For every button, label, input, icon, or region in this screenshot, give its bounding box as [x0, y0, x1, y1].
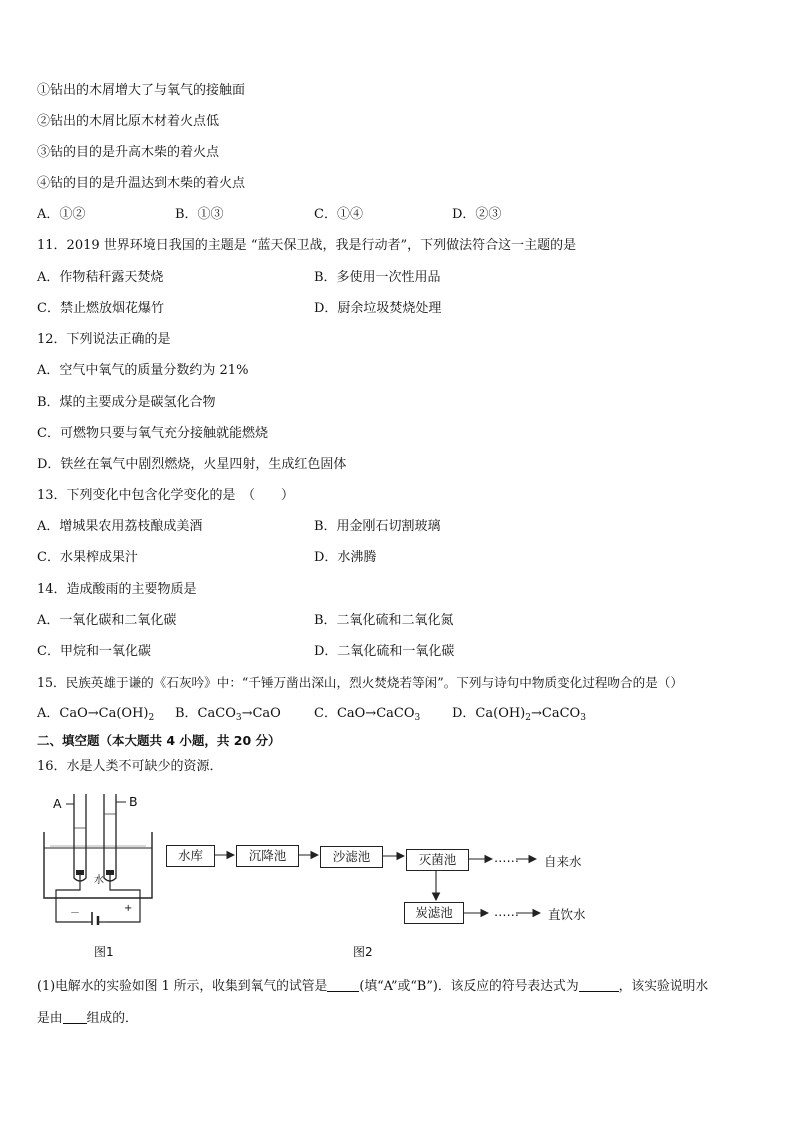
q15-option-a: A．$CaO\to Ca(OH)_2$ [37, 706, 155, 723]
q10-option-c: C．①④ [314, 207, 363, 222]
q12-option-a: A．空气中氧气的质量分数约为 21% [37, 363, 249, 378]
dots-to-tap-water: …… [494, 850, 519, 865]
q12-option-b: B．煤的主要成分是碳氢化合物 [37, 395, 216, 410]
tube-a-label: A [53, 796, 62, 811]
reservoir-box: 水库 [166, 845, 215, 867]
q10-statement-1: ①钻出的木屑增大了与氧气的接触面 [37, 83, 246, 98]
q11-option-c: C．禁止燃放烟花爆竹 [37, 301, 164, 316]
q13-option-b: B．用金刚石切割玻璃 [314, 519, 441, 534]
q12-option-c: C．可燃物只要与氧气充分接触就能燃烧 [37, 426, 268, 441]
q16-part1-line1: (1)电解水的实验如图 1 所示，收集到氧气的试管是 (填“A”或“B”)．该反应的符号表达式为 ，该实验说明水 [37, 979, 709, 994]
q15-option-c: C．CaO→CaCO$_3$ [314, 706, 421, 723]
figure-1-caption: 图1 [94, 945, 114, 959]
q11-option-a: A．作物秸秆露天焚烧 [37, 270, 164, 285]
q15-option-b: B．CaCO$_3$→CaO [175, 706, 281, 723]
q13-stem: 13．下列变化中包含化学变化的是 （ ） [37, 488, 295, 503]
q13-option-a: A．增城果农用荔枝酿成美酒 [37, 519, 203, 534]
q14-option-d: D．二氧化硫和一氧化碳 [314, 644, 455, 659]
q12-stem: 12．下列说法正确的是 [37, 332, 171, 347]
q14-option-a: A．一氧化碳和二氧化碳 [37, 613, 177, 628]
sand-filter-box: 沙滤池 [320, 846, 383, 868]
answer-blank-tube[interactable] [327, 978, 359, 992]
water-label: 水 [94, 875, 104, 886]
figure-2-caption: 图2 [353, 945, 373, 959]
negative-terminal-label: － [70, 908, 80, 919]
q10-option-a: A．①② [37, 207, 86, 222]
sterilization-tank-box: 灭菌池 [406, 849, 469, 871]
q16-part1-line2: 是由 组成的． [37, 1011, 138, 1026]
q15-option-d: D．$Ca(OH)_2\to CaCO_3$ [452, 706, 586, 723]
settling-tank-box: 沉降池 [236, 845, 299, 867]
q14-option-b: B．二氧化硫和二氧化氮 [314, 613, 454, 628]
q11-option-d: D．厨余垃圾焚烧处理 [314, 301, 442, 316]
q10-statement-3: ③钻的目的是升高木柴的着火点 [37, 145, 220, 160]
q10-statement-2: ②钻出的木屑比原木材着火点低 [37, 114, 220, 129]
answer-blank-equation[interactable] [579, 978, 619, 992]
q14-option-c: C．甲烷和一氧化碳 [37, 644, 151, 659]
q14-stem: 14．造成酸雨的主要物质是 [37, 582, 197, 597]
q10-statement-4: ④钻的目的是升温达到木柴的着火点 [37, 176, 246, 191]
carbon-filter-box: 炭滤池 [404, 902, 464, 924]
q12-option-d: D．铁丝在氧气中剧烈燃烧，火星四射，生成红色固体 [37, 457, 347, 472]
q10-option-d: D．②③ [452, 207, 502, 222]
section-heading: 二、填空题（本大题共 4 小题，共 20 分） [37, 733, 281, 748]
q16-stem: 16．水是人类不可缺少的资源． [37, 759, 223, 774]
q11-option-b: B．多使用一次性用品 [314, 270, 441, 285]
q13-option-c: C．水果榨成果汁 [37, 550, 138, 565]
positive-terminal-label: + [124, 903, 133, 914]
q11-stem: 11．2019 世界环境日我国的主题是 “蓝天保卫战，我是行动者”，下列做法符合这一主题的是 [37, 238, 577, 253]
q13-option-d: D．水沸腾 [314, 550, 377, 565]
tap-water-label: 自来水 [544, 854, 582, 869]
tube-b-label: B [129, 794, 138, 809]
dots-to-direct-water: …… [494, 904, 519, 919]
q15-stem: 15．民族英雄于谦的《石灰吟》中：“千锤万凿出深山，烈火焚烧若等闲”。下列与诗句中物质变化过程吻合的是（） [37, 675, 683, 690]
q10-option-b: B．①③ [175, 207, 224, 222]
direct-drinking-water-label: 直饮水 [548, 907, 586, 922]
answer-blank-composition[interactable] [63, 1010, 87, 1024]
